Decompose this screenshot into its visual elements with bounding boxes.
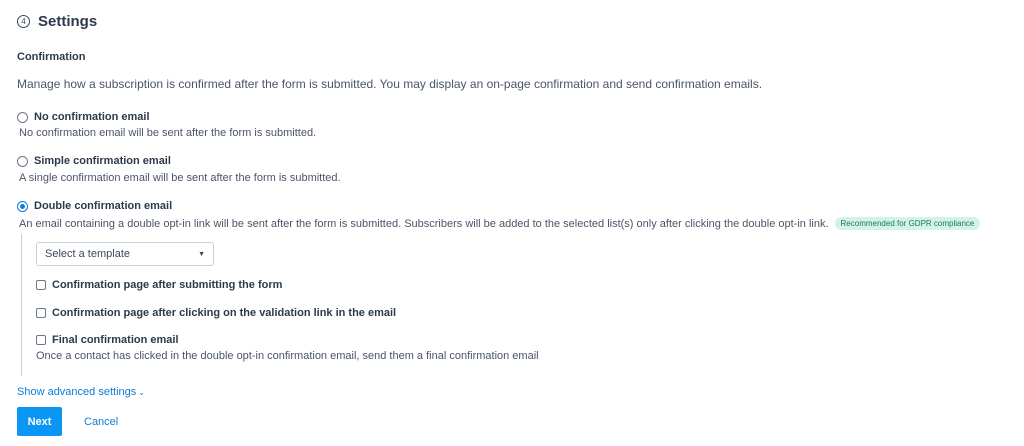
option-help [19,217,980,230]
radio-simple-confirmation[interactable] [17,156,28,167]
option-help: A single confirmation email will be sent after the form is submitted. [19,172,341,184]
gdpr-badge: Recommended for GDPR compliance [835,217,981,230]
caret-down-icon: ▼ [198,250,205,258]
double-settings-divider [21,234,22,376]
step-number-badge: 4 [17,15,30,28]
option-help-text: An email containing a double opt-in link will be sent after the form is submitted. Subscribers will be added to the selected list(s) only after clicking the double opt-in link. [19,218,829,230]
advanced-link-label: Show advanced settings [17,386,137,398]
show-advanced-settings-link[interactable] [17,386,145,398]
option-double-confirmation[interactable] [17,200,172,212]
page-title: Settings [38,13,98,30]
checkbox-final-confirmation[interactable] [36,335,46,345]
option-label: No confirmation email [34,111,150,123]
template-select[interactable] [36,242,214,266]
option-help: No confirmation email will be sent after the form is submitted. [19,127,317,139]
checkbox-row-confirmation-page-submit[interactable] [36,279,282,291]
checkbox-row-final-confirmation[interactable] [36,334,179,346]
option-label: Double confirmation email [34,200,173,212]
checkbox-help: Once a contact has clicked in the double opt-in confirmation email, send them a final confirmation email [36,350,539,362]
checkbox-row-confirmation-page-validation[interactable] [36,307,396,319]
option-simple-confirmation[interactable] [17,155,171,167]
checkbox-confirmation-page-submit[interactable] [36,280,46,290]
option-no-confirmation[interactable] [17,111,150,123]
section-description: Manage how a subscription is confirmed after the form is submitted. You may display an on-page confirmation and send confirmation emails. [17,77,763,91]
checkbox-label: Final confirmation email [52,334,179,346]
section-label: Confirmation [17,51,86,63]
radio-no-confirmation[interactable] [17,112,28,123]
radio-double-confirmation[interactable] [17,201,28,212]
cancel-button[interactable]: Cancel [84,415,119,428]
chevron-down-icon: ⌄ [138,388,145,397]
checkbox-label: Confirmation page after submitting the form [52,279,283,291]
template-select-value: Select a template [45,248,130,260]
checkbox-confirmation-page-validation[interactable] [36,308,46,318]
option-label: Simple confirmation email [34,155,171,167]
page-header [17,13,97,30]
next-button[interactable]: Next [17,407,62,436]
checkbox-label: Confirmation page after clicking on the validation link in the email [52,307,397,319]
